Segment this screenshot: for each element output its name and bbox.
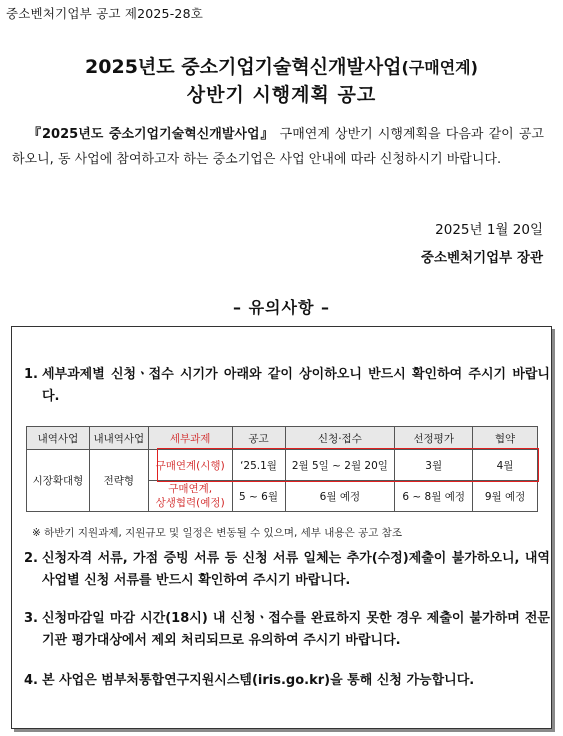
title-line1 [0, 52, 563, 79]
header-cell: 공고 [232, 427, 285, 450]
notice-item-2 [24, 548, 550, 592]
title-sub: (구매연계) [401, 58, 478, 77]
announce-cell: 5 ~ 6월 [232, 481, 285, 512]
header-cell: 선정평가 [395, 427, 473, 450]
table-row [27, 450, 538, 481]
intro-paragraph [12, 122, 544, 172]
item-text: 신청마감일 마감 시간(18시) 내 신청ㆍ접수를 완료하지 못한 경우 제출이 불가하며 전문기관 평가대상에서 제외 처리되므로 유의하여 주시기 바랍니다. [42, 611, 550, 648]
notice-box [11, 326, 552, 729]
task-line: 구매연계, [168, 483, 213, 495]
announcement-date: 2025년 1월 20일 [435, 222, 543, 238]
schedule-table [26, 426, 538, 512]
item-number: 3. [24, 611, 38, 626]
announce-cell: ‘25.1월 [232, 450, 285, 481]
item-text: 세부과제별 신청ㆍ접수 시기가 아래와 같이 상이하오니 반드시 확인하여 주시기 바랍니다. [42, 367, 550, 404]
task-cell [148, 481, 232, 512]
eval-cell: 3월 [395, 450, 473, 481]
header-cell: 내역사업 [27, 427, 90, 450]
notice-heading: – 유의사항 – [233, 298, 330, 317]
intro-body: 구매연계 상반기 시행계획을 다음과 같이 공고하오니, 동 사업에 참여하고자 하는 중소기업은 사업 안내에 따라 신청하시기 바랍니다. [12, 127, 544, 167]
eval-cell: 6 ~ 8월 예정 [395, 481, 473, 512]
agree-cell: 9월 예정 [473, 481, 538, 512]
agree-cell: 4월 [473, 450, 538, 481]
sub-program-cell: 전략형 [89, 450, 148, 512]
header-cell: 신청·접수 [285, 427, 395, 450]
table-footnote: ※ 하반기 지원과제, 지원규모 및 일정은 변동될 수 있으며, 세부 내용은 공고 참조 [32, 527, 402, 539]
program-cell: 시장확대형 [27, 450, 90, 512]
doc-number: 중소벤처기업부 공고 제2025-28호 [6, 6, 203, 21]
task-line: 상생협력(예정) [155, 497, 225, 509]
table-header-row [27, 427, 538, 450]
task-cell: 구매연계(시행) [148, 450, 232, 481]
apply-cell: 2월 5일 ~ 2월 20일 [285, 450, 395, 481]
title-main: 2025년도 중소기업기술혁신개발사업 [85, 56, 402, 78]
item-text: 신청자격 서류, 가점 증빙 서류 등 신청 서류 일체는 추가(수정)제출이 불가하오니, 내역사업별 신청 서류를 반드시 확인하여 주시기 바랍니다. [42, 551, 550, 588]
item-number: 1. [24, 367, 38, 382]
notice-item-3 [24, 608, 550, 652]
title-line2: 상반기 시행계획 공고 [186, 84, 377, 106]
issuer: 중소벤처기업부 장관 [420, 250, 543, 266]
header-cell: 내내역사업 [89, 427, 148, 450]
item-text: 본 사업은 범부처통합연구지원시스템(iris.go.kr)을 통해 신청 가능합니다. [42, 673, 475, 688]
item-number: 2. [24, 551, 38, 566]
intro-program-name: 『2025년도 중소기업기술혁신개발사업』 [28, 127, 275, 142]
notice-item-4 [24, 670, 550, 692]
apply-cell: 6월 예정 [285, 481, 395, 512]
header-cell: 협약 [473, 427, 538, 450]
header-cell: 세부과제 [148, 427, 232, 450]
notice-item-1 [24, 364, 550, 408]
item-number: 4. [24, 673, 38, 688]
